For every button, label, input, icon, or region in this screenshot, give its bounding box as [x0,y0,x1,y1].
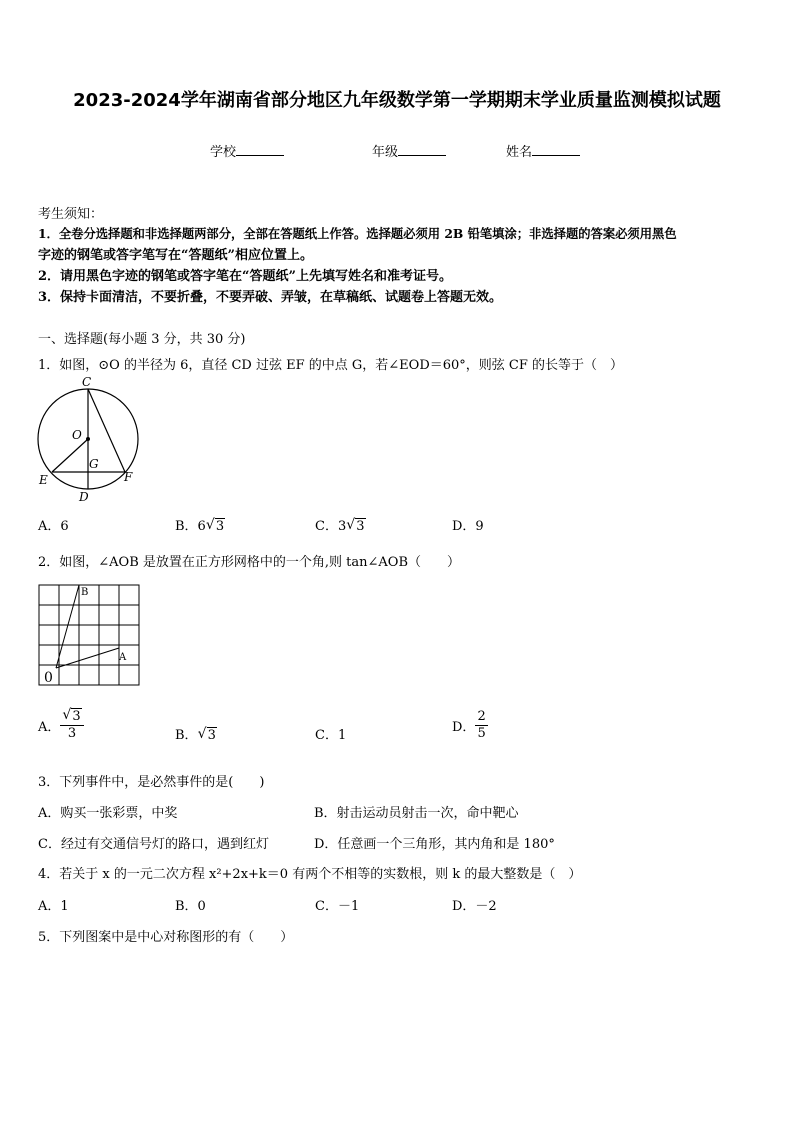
q2-label-a: A [119,652,127,663]
q2-option-b-sqrt: √ 3 [197,726,216,743]
q3-option-b[interactable]: B．射击运动员射击一次，命中靶心 [314,806,519,821]
q1-label-c: C [82,375,92,389]
q5-stem: 5．下列图案中是中心对称图形的有（ ） [38,930,294,945]
name-field[interactable] [506,141,580,160]
notice-line-2: 2．请用黑色字迹的钢笔或答字笔在“答题纸”上先填写姓名和准考证号。 [38,269,453,284]
q2-option-a-denominator: 3 [67,726,77,742]
q1-label-f: F [124,470,133,484]
q2-grid-figure [36,582,142,688]
school-field[interactable] [210,141,284,160]
q4-option-a[interactable]: A．1 [38,899,69,914]
q2-option-d-numerator: 2 [475,710,487,726]
q2-label-o: 0 [44,670,53,686]
grade-blank[interactable] [398,143,446,156]
q1-label-d: D [79,490,89,504]
q1-label-g: G [89,457,99,471]
q2-option-a[interactable] [38,707,84,742]
q2-stem: 2．如图，∠AOB 是放置在正方形网格中的一个角,则 tan∠AOB（ ） [38,555,460,570]
q1-center-dot [86,437,90,441]
q4-stem: 4．若关于 x 的一元二次方程 x²+2x+k＝0 有两个不相等的实数根，则 k 的最大整数是（ ） [38,867,582,882]
q2-option-d[interactable] [452,710,488,742]
q2-option-c[interactable]: C．1 [315,728,347,743]
q1-option-d[interactable]: D．9 [452,519,484,534]
q1-label-e: E [39,473,48,487]
section-heading: 一、选择题(每小题 3 分，共 30 分) [38,332,246,347]
q1-option-a[interactable]: A．6 [38,519,69,534]
q3-option-c[interactable]: C．经过有交通信号灯的路口，遇到红灯 [38,837,269,852]
q3-option-d[interactable]: D．任意画一个三角形，其内角和是 180° [314,837,555,852]
q1-option-c-prefix: C．3 [315,519,347,534]
q1-segment-oe [52,439,88,472]
notice-heading: 考生须知： [38,207,104,222]
q2-option-b-prefix: B． [175,728,198,743]
school-blank[interactable] [236,143,284,156]
q2-option-a-fraction: √ 3 3 [60,710,83,742]
q1-stem: 1．如图，⊙O 的半径为 6，直径 CD 过弦 EF 的中点 G，若∠EOD＝60°，则弦 CF 的长等于（ ） [38,358,624,373]
q3-stem: 3．下列事件中，是必然事件的是( ) [38,775,265,790]
q4-option-b[interactable]: B．0 [175,899,206,914]
name-blank[interactable] [532,143,580,156]
q1-option-b-sqrt: √ 3 [205,517,225,534]
q1-option-b-radicand: 3 [215,519,225,534]
grade-field[interactable] [372,141,446,160]
q2-option-d-denominator: 5 [477,726,486,742]
q2-option-a-prefix: A． [38,720,61,736]
grade-label: 年级 [372,145,399,160]
q1-option-b[interactable] [175,515,225,534]
q2-option-b[interactable] [175,724,217,743]
page-title: 2023-2024学年湖南省部分地区九年级数学第一学期期末学业质量监测模拟试题 [73,90,721,111]
q2-option-b-radicand: 3 [207,728,216,743]
q4-option-c[interactable]: C．－1 [315,899,360,914]
notice-line-1a: 1．全卷分选择题和非选择题两部分，全部在答题纸上作答。选择题必须用 2B 铅笔填涂；非选择题的答案必须用黑色 [38,226,677,241]
q2-option-a-radicand: 3 [72,709,81,724]
q1-option-c[interactable] [315,515,366,534]
q1-option-c-radicand: 3 [356,519,365,534]
q3-option-a[interactable]: A．购买一张彩票，中奖 [38,806,178,821]
q4-option-d[interactable]: D．－2 [452,899,497,914]
q2-option-d-fraction [475,710,487,742]
name-label: 姓名 [506,145,533,160]
q1-label-o: O [72,428,82,442]
school-label: 学校 [210,145,237,160]
q2-grid-lines [39,585,139,685]
q1-option-c-sqrt: √ 3 [346,517,365,534]
q2-label-b: B [81,587,89,598]
notice-line-1b: 字迹的钢笔或答字笔写在“答题纸”相应位置上。 [38,248,313,263]
q1-circle-figure [34,374,144,504]
q1-option-b-prefix: B．6 [175,519,206,534]
q2-option-d-prefix: D． [452,720,476,736]
notice-line-3: 3．保持卡面清洁，不要折叠，不要弄破、弄皱，在草稿纸、试题卷上答题无效。 [38,290,503,305]
